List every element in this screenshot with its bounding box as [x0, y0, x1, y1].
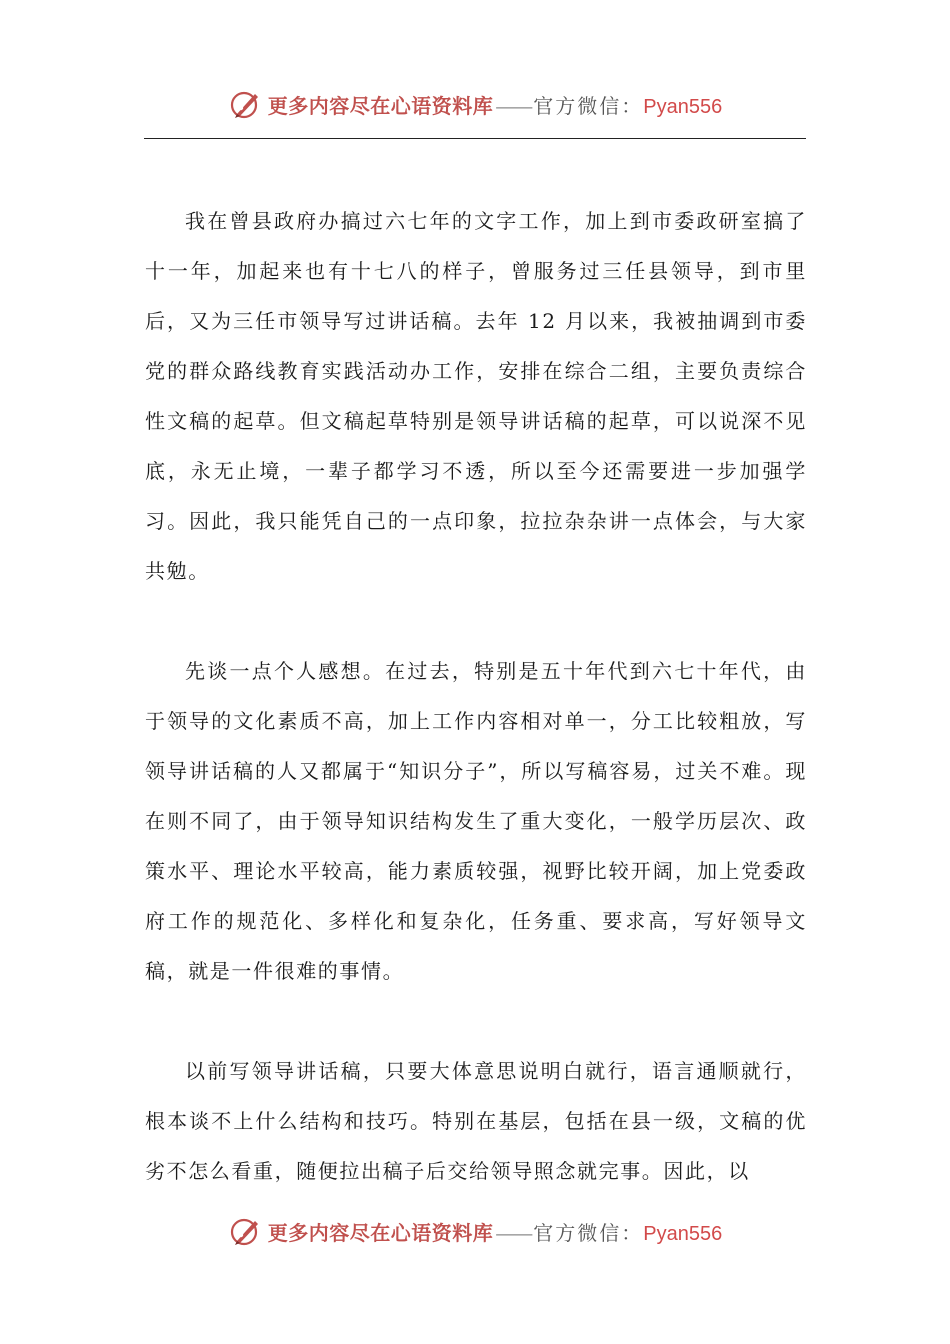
paragraph: 我在曾县政府办搞过六七年的文字工作，加上到市委政研室搞了十一年，加起来也有十七八的样子，曾服务过三任县领导，到市里后，又为三任市领导写过讲话稿。去年 12 月以来，我被抽调到市委党的群众路线教育实践活动办工作，安排在综合二组，主要负责综合性文稿的起草。但文稿起草特别是领导讲话稿的起草，可以说深不见底，永无止境，一辈子都学习不透，所以至今还需要进一步加强学习。因此，我只能凭自己的一点印象，拉拉杂杂讲一点体会，与大家共勉。 — [145, 209, 807, 583]
watermark-label: 官方微信： — [533, 1220, 644, 1245]
header-divider — [144, 138, 806, 139]
watermark-dash: —— — [495, 93, 532, 118]
watermark-handle: Pyan556 — [643, 95, 723, 118]
watermark-text — [268, 1217, 722, 1246]
footer-watermark — [0, 1209, 950, 1253]
paragraph: 以前写领导讲话稿，只要大体意思说明白就行，语言通顺就行，根本谈不上什么结构和技巧。特别在基层，包括在县一级，文稿的优劣不怎么看重，随便拉出稿子后交给领导照念就完事。因此，以 — [145, 1059, 807, 1183]
pen-circle-logo-icon — [228, 87, 262, 121]
watermark-dash: —— — [495, 1220, 532, 1245]
header-watermark — [0, 82, 950, 126]
watermark-handle: Pyan556 — [643, 1222, 723, 1245]
watermark-label: 官方微信： — [533, 93, 644, 118]
watermark-brand: 更多内容尽在心语资料库 — [267, 93, 494, 118]
watermark-brand: 更多内容尽在心语资料库 — [267, 1220, 494, 1245]
document-body — [145, 196, 807, 1246]
pen-circle-logo-icon — [228, 1214, 262, 1248]
watermark-text — [268, 90, 722, 119]
paragraph: 先谈一点个人感想。在过去，特别是五十年代到六七十年代，由于领导的文化素质不高，加上工作内容相对单一，分工比较粗放，写领导讲话稿的人又都属于“知识分子”，所以写稿容易，过关不难。现在则不同了，由于领导知识结构发生了重大变化，一般学历层次、政策水平、理论水平较高，能力素质较强，视野比较开阔，加上党委政府工作的规范化、多样化和复杂化，任务重、要求高，写好领导文稿，就是一件很难的事情。 — [145, 659, 807, 983]
